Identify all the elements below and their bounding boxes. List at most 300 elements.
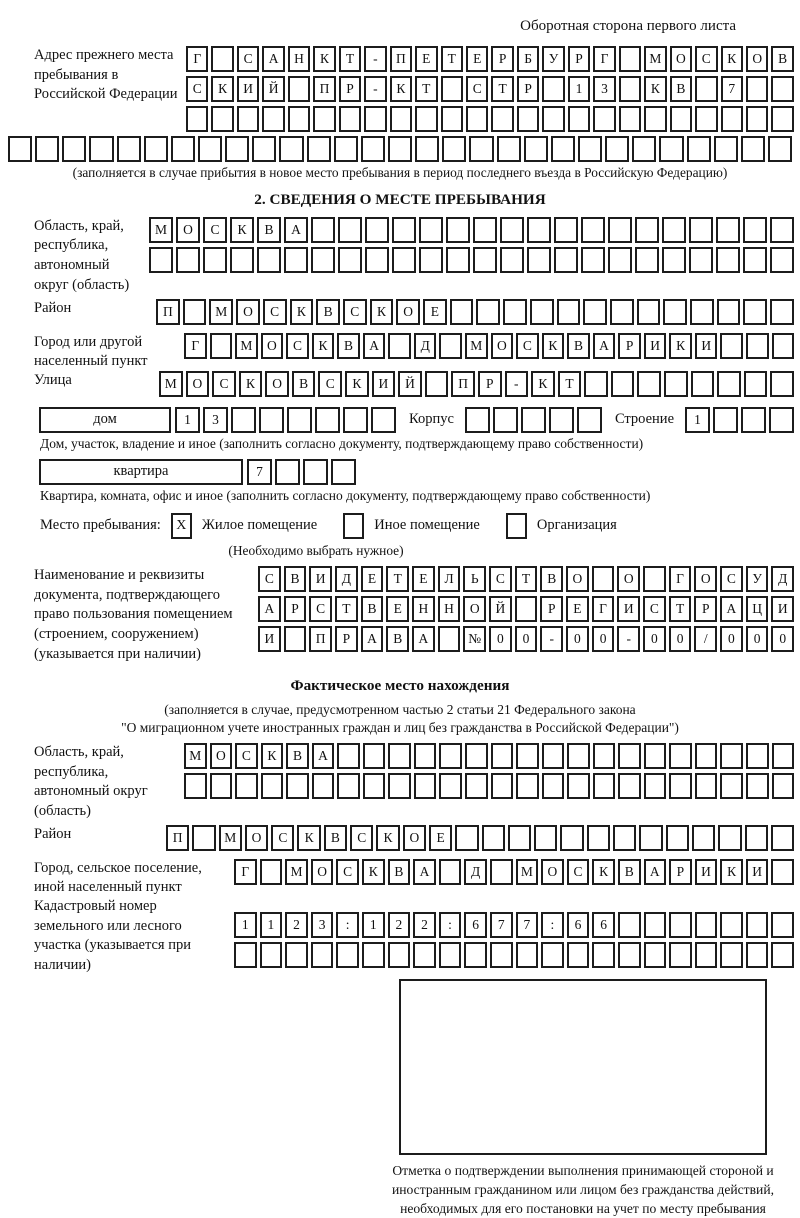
char-cell[interactable]: 0 [515,626,538,652]
char-cell[interactable]: Е [361,566,384,592]
char-cell[interactable]: 2 [413,912,436,938]
char-cell[interactable] [687,136,711,162]
char-cell[interactable]: Т [339,46,361,72]
char-cell[interactable]: Е [412,566,435,592]
char-cell[interactable]: А [262,46,284,72]
char-cell[interactable]: С [567,859,590,885]
char-cell[interactable]: К [345,371,369,397]
char-cell[interactable] [695,76,717,102]
char-cell[interactable]: В [337,333,360,359]
char-cell[interactable] [515,596,538,622]
char-cell[interactable]: Ц [746,596,769,622]
char-cell[interactable]: В [670,76,692,102]
char-cell[interactable]: К [390,76,412,102]
char-cell[interactable]: К [230,217,254,243]
char-cell[interactable]: С [720,566,743,592]
char-cell[interactable]: 2 [285,912,308,938]
char-cell[interactable]: 2 [388,912,411,938]
char-cell[interactable]: К [721,46,743,72]
char-cell[interactable] [259,407,284,433]
char-cell[interactable] [465,407,490,433]
char-cell[interactable]: Й [489,596,512,622]
char-cell[interactable] [605,136,629,162]
char-cell[interactable]: Е [466,46,488,72]
char-cell[interactable] [524,136,548,162]
char-cell[interactable]: К [362,859,385,885]
char-cell[interactable]: К [531,371,555,397]
char-cell[interactable]: М [644,46,666,72]
char-cell[interactable] [261,773,284,799]
char-cell[interactable] [770,247,794,273]
char-cell[interactable] [413,942,436,968]
char-cell[interactable] [252,136,276,162]
char-cell[interactable]: О [261,333,284,359]
char-cell[interactable] [689,217,713,243]
char-cell[interactable]: А [593,333,616,359]
char-cell[interactable]: К [376,825,399,851]
char-cell[interactable] [286,773,309,799]
char-cell[interactable] [465,773,488,799]
char-cell[interactable]: С [643,596,666,622]
char-cell[interactable]: С [286,333,309,359]
char-cell[interactable]: Г [184,333,207,359]
char-cell[interactable] [508,825,531,851]
char-cell[interactable] [237,106,259,132]
char-cell[interactable] [639,825,662,851]
char-cell[interactable] [469,136,493,162]
fact-gorod-row[interactable] [234,859,794,885]
char-cell[interactable] [392,247,416,273]
char-cell[interactable] [184,773,207,799]
char-cell[interactable]: С [237,46,259,72]
char-cell[interactable]: А [361,626,384,652]
s2-oblast-row-2[interactable] [149,247,794,273]
char-cell[interactable] [577,407,602,433]
char-cell[interactable] [592,942,615,968]
char-cell[interactable]: Г [593,46,615,72]
char-cell[interactable] [439,773,462,799]
char-cell[interactable] [365,217,389,243]
char-cell[interactable]: В [324,825,347,851]
char-cell[interactable] [717,299,741,325]
char-cell[interactable] [618,942,641,968]
char-cell[interactable] [419,217,443,243]
char-cell[interactable]: В [286,743,309,769]
char-cell[interactable] [659,136,683,162]
prev-address-row-1[interactable] [186,46,794,72]
char-cell[interactable]: Е [386,596,409,622]
char-cell[interactable]: М [235,333,258,359]
char-cell[interactable] [500,247,524,273]
char-cell[interactable] [695,743,718,769]
document-row-3[interactable] [258,626,794,652]
char-cell[interactable] [473,217,497,243]
char-cell[interactable]: В [388,859,411,885]
char-cell[interactable]: Й [262,76,284,102]
char-cell[interactable]: С [318,371,342,397]
char-cell[interactable] [337,743,360,769]
char-cell[interactable]: О [396,299,420,325]
char-cell[interactable]: 3 [593,76,615,102]
char-cell[interactable] [610,299,634,325]
char-cell[interactable]: К [592,859,615,885]
char-cell[interactable] [583,299,607,325]
char-cell[interactable] [516,942,539,968]
char-cell[interactable] [746,743,769,769]
char-cell[interactable]: С [350,825,373,851]
char-cell[interactable] [35,136,59,162]
char-cell[interactable] [670,106,692,132]
char-cell[interactable]: С [489,566,512,592]
char-cell[interactable]: 6 [592,912,615,938]
char-cell[interactable]: 1 [234,912,257,938]
char-cell[interactable] [644,912,667,938]
char-cell[interactable] [473,247,497,273]
char-cell[interactable] [388,333,411,359]
s2-oblast-row-1[interactable] [149,217,794,243]
char-cell[interactable]: Р [478,371,502,397]
char-cell[interactable] [549,407,574,433]
char-cell[interactable] [635,247,659,273]
char-cell[interactable] [663,299,687,325]
char-cell[interactable]: Н [412,596,435,622]
char-cell[interactable]: С [271,825,294,851]
char-cell[interactable] [287,407,312,433]
char-cell[interactable]: К [312,333,335,359]
char-cell[interactable] [336,942,359,968]
char-cell[interactable]: : [439,912,462,938]
char-cell[interactable] [210,773,233,799]
char-cell[interactable]: М [516,859,539,885]
char-cell[interactable]: О [236,299,260,325]
char-cell[interactable] [669,942,692,968]
char-cell[interactable]: О [746,46,768,72]
char-cell[interactable] [613,825,636,851]
char-cell[interactable] [450,299,474,325]
char-cell[interactable] [288,106,310,132]
char-cell[interactable]: С [212,371,236,397]
char-cell[interactable] [669,773,692,799]
char-cell[interactable]: П [156,299,180,325]
char-cell[interactable]: И [617,596,640,622]
char-cell[interactable] [662,217,686,243]
char-cell[interactable]: С [235,743,258,769]
char-cell[interactable] [8,136,32,162]
residence-checkbox-org[interactable] [506,513,527,539]
char-cell[interactable]: 1 [362,912,385,938]
char-cell[interactable] [362,942,385,968]
char-cell[interactable] [772,743,795,769]
char-cell[interactable]: 0 [669,626,692,652]
char-cell[interactable]: Р [491,46,513,72]
char-cell[interactable]: Р [284,596,307,622]
char-cell[interactable] [144,136,168,162]
char-cell[interactable]: Д [771,566,794,592]
char-cell[interactable]: О [186,371,210,397]
char-cell[interactable]: 3 [311,912,334,938]
char-cell[interactable] [771,942,794,968]
char-cell[interactable]: Р [335,626,358,652]
char-cell[interactable]: О [265,371,289,397]
char-cell[interactable] [618,912,641,938]
char-cell[interactable]: 0 [746,626,769,652]
char-cell[interactable] [415,136,439,162]
char-cell[interactable]: - [617,626,640,652]
char-cell[interactable] [343,407,368,433]
char-cell[interactable]: С [258,566,281,592]
char-cell[interactable] [716,247,740,273]
char-cell[interactable] [567,743,590,769]
char-cell[interactable]: 7 [516,912,539,938]
char-cell[interactable] [768,136,792,162]
char-cell[interactable]: И [237,76,259,102]
char-cell[interactable]: И [695,333,718,359]
char-cell[interactable]: 1 [568,76,590,102]
char-cell[interactable] [337,773,360,799]
char-cell[interactable] [744,371,768,397]
char-cell[interactable] [746,773,769,799]
char-cell[interactable]: - [505,371,529,397]
char-cell[interactable] [644,106,666,132]
char-cell[interactable] [527,217,551,243]
s2-ulitsa-row[interactable] [159,371,794,397]
char-cell[interactable] [392,217,416,243]
char-cell[interactable]: 1 [175,407,200,433]
char-cell[interactable]: 7 [247,459,272,485]
char-cell[interactable] [771,859,794,885]
char-cell[interactable]: А [363,333,386,359]
char-cell[interactable]: 0 [592,626,615,652]
char-cell[interactable] [541,942,564,968]
char-cell[interactable] [542,106,564,132]
char-cell[interactable] [720,773,743,799]
char-cell[interactable] [695,106,717,132]
char-cell[interactable] [211,106,233,132]
char-cell[interactable]: 7 [721,76,743,102]
char-cell[interactable] [662,247,686,273]
char-cell[interactable] [149,247,173,273]
char-cell[interactable] [279,136,303,162]
char-cell[interactable]: К [290,299,314,325]
char-cell[interactable]: С [695,46,717,72]
char-cell[interactable] [521,407,546,433]
char-cell[interactable]: Т [335,596,358,622]
char-cell[interactable]: 1 [260,912,283,938]
char-cell[interactable]: В [386,626,409,652]
char-cell[interactable]: И [372,371,396,397]
s2-raion-row[interactable] [156,299,794,325]
document-row-1[interactable] [258,566,794,592]
char-cell[interactable]: В [618,859,641,885]
char-cell[interactable] [643,566,666,592]
char-cell[interactable]: О [491,333,514,359]
char-cell[interactable] [695,912,718,938]
char-cell[interactable] [285,942,308,968]
char-cell[interactable] [720,912,743,938]
char-cell[interactable] [581,247,605,273]
prev-address-row-2[interactable] [186,76,794,102]
char-cell[interactable]: П [390,46,412,72]
char-cell[interactable] [721,106,743,132]
char-cell[interactable] [234,942,257,968]
char-cell[interactable]: У [746,566,769,592]
char-cell[interactable]: И [644,333,667,359]
prev-address-row-4[interactable] [8,136,792,162]
char-cell[interactable] [635,217,659,243]
char-cell[interactable]: Б [517,46,539,72]
char-cell[interactable] [720,333,743,359]
char-cell[interactable] [275,459,300,485]
char-cell[interactable] [363,743,386,769]
char-cell[interactable] [203,247,227,273]
char-cell[interactable]: Д [335,566,358,592]
char-cell[interactable]: Д [464,859,487,885]
char-cell[interactable]: 0 [566,626,589,652]
char-cell[interactable]: С [186,76,208,102]
char-cell[interactable] [334,136,358,162]
char-cell[interactable] [745,825,768,851]
char-cell[interactable]: О [670,46,692,72]
char-cell[interactable]: П [313,76,335,102]
char-cell[interactable]: / [694,626,717,652]
char-cell[interactable]: М [149,217,173,243]
char-cell[interactable] [260,859,283,885]
char-cell[interactable]: К [644,76,666,102]
char-cell[interactable]: Г [234,859,257,885]
char-cell[interactable] [465,743,488,769]
char-cell[interactable] [62,136,86,162]
char-cell[interactable] [260,942,283,968]
char-cell[interactable] [390,106,412,132]
char-cell[interactable] [388,773,411,799]
char-cell[interactable] [312,773,335,799]
char-cell[interactable]: В [771,46,793,72]
char-cell[interactable]: 7 [490,912,513,938]
char-cell[interactable] [746,942,769,968]
char-cell[interactable]: В [567,333,590,359]
char-cell[interactable]: 6 [567,912,590,938]
char-cell[interactable]: В [284,566,307,592]
char-cell[interactable] [551,136,575,162]
char-cell[interactable]: Р [540,596,563,622]
char-cell[interactable]: А [644,859,667,885]
char-cell[interactable] [186,106,208,132]
char-cell[interactable] [593,106,615,132]
char-cell[interactable] [720,942,743,968]
char-cell[interactable] [554,247,578,273]
char-cell[interactable]: Р [568,46,590,72]
fact-kadastr-row-2[interactable] [234,942,794,968]
char-cell[interactable]: М [219,825,242,851]
char-cell[interactable] [746,333,769,359]
char-cell[interactable] [414,773,437,799]
char-cell[interactable]: С [343,299,367,325]
char-cell[interactable] [311,217,335,243]
char-cell[interactable] [608,247,632,273]
char-cell[interactable] [491,743,514,769]
char-cell[interactable]: Ь [463,566,486,592]
char-cell[interactable] [581,217,605,243]
char-cell[interactable] [516,773,539,799]
char-cell[interactable]: М [184,743,207,769]
char-cell[interactable] [476,299,500,325]
char-cell[interactable]: Т [491,76,513,102]
char-cell[interactable] [560,825,583,851]
char-cell[interactable] [714,136,738,162]
char-cell[interactable] [527,247,551,273]
char-cell[interactable] [593,773,616,799]
char-cell[interactable] [632,136,656,162]
char-cell[interactable] [371,407,396,433]
char-cell[interactable]: О [694,566,717,592]
char-cell[interactable] [192,825,215,851]
char-cell[interactable]: В [361,596,384,622]
char-cell[interactable] [690,299,714,325]
char-cell[interactable] [618,743,641,769]
char-cell[interactable] [464,942,487,968]
char-cell[interactable] [743,299,767,325]
char-cell[interactable]: П [451,371,475,397]
char-cell[interactable]: К [720,859,743,885]
char-cell[interactable] [388,942,411,968]
char-cell[interactable] [446,217,470,243]
char-cell[interactable] [503,299,527,325]
char-cell[interactable] [388,136,412,162]
char-cell[interactable] [741,136,765,162]
char-cell[interactable] [669,743,692,769]
char-cell[interactable] [439,942,462,968]
char-cell[interactable] [466,106,488,132]
char-cell[interactable]: О [245,825,268,851]
char-cell[interactable]: У [542,46,564,72]
char-cell[interactable] [619,106,641,132]
s2-gorod-row[interactable] [184,333,794,359]
char-cell[interactable]: С [336,859,359,885]
char-cell[interactable] [516,743,539,769]
char-cell[interactable] [771,825,794,851]
document-row-2[interactable] [258,596,794,622]
char-cell[interactable] [772,333,795,359]
fact-kadastr-row-1[interactable] [234,912,794,938]
char-cell[interactable] [491,773,514,799]
char-cell[interactable] [691,371,715,397]
char-cell[interactable] [89,136,113,162]
char-cell[interactable] [720,743,743,769]
char-cell[interactable] [530,299,554,325]
char-cell[interactable]: 6 [464,912,487,938]
char-cell[interactable]: Р [517,76,539,102]
char-cell[interactable] [611,371,635,397]
char-cell[interactable] [176,247,200,273]
char-cell[interactable]: П [309,626,332,652]
char-cell[interactable]: С [516,333,539,359]
char-cell[interactable]: А [284,217,308,243]
char-cell[interactable]: К [313,46,335,72]
char-cell[interactable]: Г [669,566,692,592]
char-cell[interactable]: А [258,596,281,622]
char-cell[interactable] [500,217,524,243]
char-cell[interactable]: № [463,626,486,652]
char-cell[interactable] [311,942,334,968]
char-cell[interactable] [619,76,641,102]
char-cell[interactable] [307,136,331,162]
char-cell[interactable] [455,825,478,851]
char-cell[interactable]: В [316,299,340,325]
char-cell[interactable] [388,743,411,769]
char-cell[interactable] [644,942,667,968]
char-cell[interactable] [235,773,258,799]
char-cell[interactable]: Р [694,596,717,622]
